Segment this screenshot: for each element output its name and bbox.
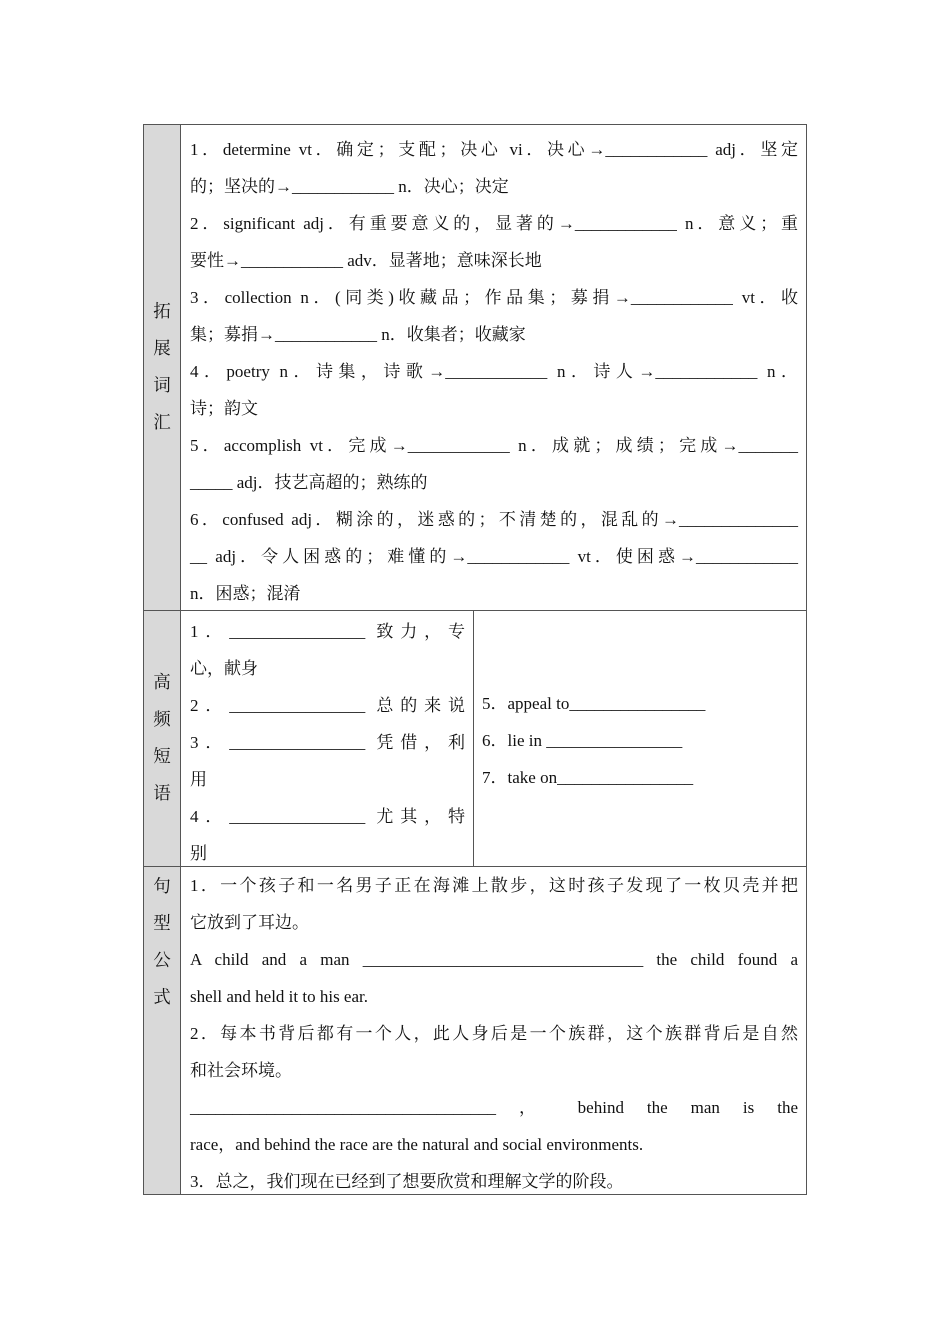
text-line: 诗；韵文	[190, 399, 258, 418]
section-phrases	[144, 611, 806, 866]
section-label: 拓展词汇	[153, 301, 171, 433]
text-line: ____________________________________ ， behind the man is the	[190, 1098, 798, 1117]
phrases-right-column	[474, 611, 806, 866]
text-line: 1．一个孩子和一名男子正在海滩上散步，这时孩子发现了一枚贝壳并把	[190, 876, 798, 895]
text-line: 2．每本书背后都有一个人，此人身后是一个族群，这个族群背后是自然	[190, 1024, 798, 1043]
text-line: 2．________________ 总的来说	[190, 696, 465, 715]
text-line: 3．collection n．(同类)收藏品；作品集；募捐→____________ vt．收	[190, 288, 798, 307]
text-line: 别	[190, 844, 207, 863]
section-label: 句型公式	[153, 877, 171, 1008]
text-line: 和社会环境。	[190, 1061, 292, 1080]
text-line: __ adj．令人困惑的；难懂的→____________ vt．使困惑→____________	[190, 547, 798, 566]
text-line: 它放到了耳边。	[190, 913, 309, 932]
sentence-content	[181, 867, 806, 1194]
text-line: 1．________________ 致力，专	[190, 622, 465, 641]
text-line: 4．________________ 尤其，特	[190, 807, 465, 826]
text-line: 心，献身	[190, 659, 258, 678]
text-line: 要性→____________ adv．显著地；意味深长地	[190, 251, 542, 270]
text-line: 7．take on________________	[482, 768, 694, 787]
text-line: n．困惑；混淆	[190, 584, 301, 603]
text-line: shell and held it to his ear.	[190, 987, 368, 1006]
text-line: race，and behind the race are the natural and social environments.	[190, 1135, 644, 1154]
phrases-left-column	[181, 611, 473, 866]
text-line: 用	[190, 770, 207, 789]
section-vocabulary	[144, 125, 806, 610]
section-sentence-patterns	[144, 867, 806, 1194]
text-line: 1．determine vt．确定；支配；决心 vi．决心→____________ adj．坚定	[190, 140, 798, 159]
text-line: 集；募捐→____________ n．收集者；收藏家	[190, 325, 526, 344]
exercise-table	[143, 124, 807, 1195]
text-line: 3．________________ 凭借，利	[190, 733, 465, 752]
section-label: 高频短语	[153, 672, 171, 804]
text-line: _____ adj．技艺高超的；熟练的	[190, 473, 428, 492]
text-line: 6．lie in ________________	[482, 731, 683, 750]
vocabulary-content	[181, 125, 806, 610]
text-line: 4．poetry n．诗集，诗歌→____________ n．诗人→____________ n．	[190, 362, 798, 381]
text-line: 5．accomplish vt．完成→____________ n．成就；成绩；完成→_______	[190, 436, 798, 455]
text-line: 5．appeal to________________	[482, 694, 706, 713]
text-line: 2．significant adj．有重要意义的，显著的→____________ n．意义；重	[190, 214, 798, 233]
text-line: 6．confused adj．糊涂的，迷惑的；不清楚的，混乱的→______________	[190, 510, 798, 529]
section-label-cell	[144, 867, 181, 1194]
section-label-cell	[144, 125, 181, 610]
text-line: 3．总之，我们现在已经到了想要欣赏和理解文学的阶段。	[190, 1172, 624, 1191]
section-label-cell	[144, 611, 181, 866]
text-line: A child and a man _________________________________ the child found a	[190, 950, 798, 969]
text-line: 的；坚决的→____________ n．决心；决定	[190, 177, 509, 196]
